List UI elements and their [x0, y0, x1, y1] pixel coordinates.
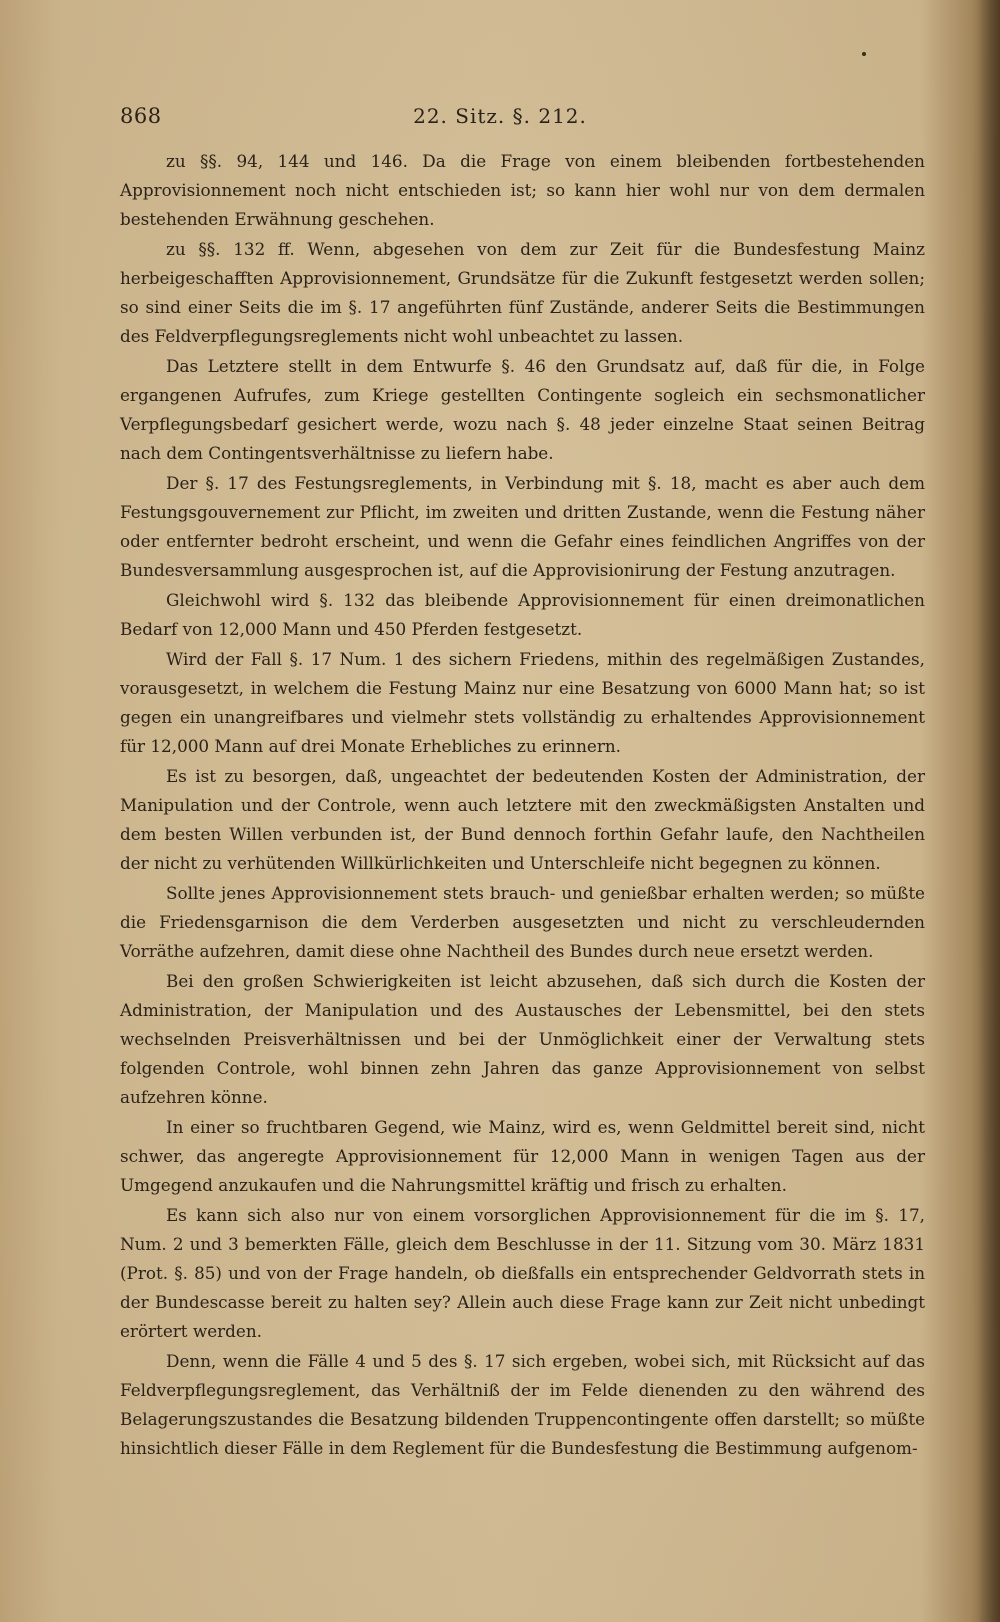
- paragraph: Denn, wenn die Fälle 4 und 5 des §. 17 sich ergeben, wobei sich, mit Rücksicht auf das Feldverpflegungsreglement, das Verhältniß der im Felde dienenden zu den während des Belagerungszustandes die Besatzung bildenden Truppencontingente offen darstellt; so müßte hinsichtlich dieser Fälle in dem Reglement für die Bundesfestung die Bestimmung aufgenom-: [120, 1351, 925, 1458]
- paragraph: Wird der Fall §. 17 Num. 1 des sichern Friedens, mithin des regelmäßigen Zustandes, vorausgesetzt, in welchem die Festung Mainz nur eine Besatzung von 6000 Mann hat; so ist gegen ein unangreifbares und vielmehr stets vollständig zu erhaltendes Approvisionnement für 12,000 Mann auf drei Monate Erhebliches zu erinnern.: [120, 649, 925, 756]
- paragraph: Der §. 17 des Festungsreglements, in Verbindung mit §. 18, macht es aber auch dem Festungsgouvernement zur Pflicht, im zweiten und dritten Zustande, wenn die Festung näher oder entfernter bedroht erscheint, und wenn die Gefahr eines feindlichen Angriffes von der Bundesversammlung ausgesprochen ist, auf die Approvisionirung der Festung anzutragen.: [120, 473, 925, 580]
- paragraph: Gleichwohl wird §. 132 das bleibende Approvisionnement für einen dreimonatlichen Bedarf von 12,000 Mann und 450 Pferden festgesetzt.: [120, 590, 925, 639]
- running-head: 22. Sitz. §. 212.: [413, 104, 587, 128]
- paragraph: Es ist zu besorgen, daß, ungeachtet der bedeutenden Kosten der Administration, der Manipulation und der Controle, wenn auch letztere mit den zweckmäßigsten Anstalten und dem besten Willen verbunden ist, der Bund dennoch forthin Gefahr laufe, den Nachtheilen der nicht zu verhütenden Willkürlichkeiten und Unterschleife nicht begegnen zu können.: [120, 766, 925, 873]
- paragraph: Bei den großen Schwierigkeiten ist leicht abzusehen, daß sich durch die Kosten der Administration, der Manipulation und des Austausches der Lebensmittel, bei den stets wechselnden Preisverhältnissen und bei der Unmöglichkeit einer der Verwaltung stets folgenden Controle, wohl binnen zehn Jahren das ganze Approvisionnement von selbst aufzehren könne.: [120, 971, 925, 1107]
- paragraph: In einer so fruchtbaren Gegend, wie Mainz, wird es, wenn Geldmittel bereit sind, nicht schwer, das angeregte Approvisionnement für 12,000 Mann in wenigen Tagen aus der Umgegend anzukaufen und die Nahrungsmittel kräftig und frisch zu erhalten.: [120, 1117, 925, 1195]
- paragraph: Sollte jenes Approvisionnement stets brauch- und genießbar erhalten werden; so müßte die Friedensgarnison die dem Verderben ausgesetzten und nicht zu verschleudernden Vorräthe aufzehren, damit diese ohne Nachtheil des Bundes durch neue ersetzt werden.: [120, 883, 925, 961]
- paragraph: Das Letztere stellt in dem Entwurfe §. 46 den Grundsatz auf, daß für die, in Folge ergangenen Aufrufes, zum Kriege gestellten Contingente sogleich ein sechsmonatlicher Verpflegungsbedarf gesichert werde, wozu nach §. 48 jeder einzelne Staat seinen Beitrag nach dem Contingentsverhältnisse zu liefern habe.: [120, 356, 925, 463]
- page-edge-shadow: [978, 0, 1000, 1622]
- body-text: [120, 147, 925, 1464]
- page-number: 868: [120, 104, 162, 128]
- page-header: [120, 104, 880, 134]
- paragraph: zu §§. 132 ff. Wenn, abgesehen von dem zur Zeit für die Bundesfestung Mainz herbeigeschafften Approvisionnement, Grundsätze für die Zukunft festgesetzt werden sollen; so sind einer Seits die im §. 17 angeführten fünf Zustände, anderer Seits die Bestimmungen des Feldverpflegungsreglements nicht wohl unbeachtet zu lassen.: [120, 239, 925, 346]
- ink-speck: [862, 52, 866, 56]
- paragraph: zu §§. 94, 144 und 146. Da die Frage von einem bleibenden fortbestehenden Approvisionnement noch nicht entschieden ist; so kann hier wohl nur von dem dermalen bestehenden Erwähnung geschehen.: [120, 151, 925, 229]
- paragraph: Es kann sich also nur von einem vorsorglichen Approvisionnement für die im §. 17, Num. 2 und 3 bemerkten Fälle, gleich dem Beschlusse in der 11. Sitzung vom 30. März 1831 (Prot. §. 85) und von der Frage handeln, ob dießfalls ein entsprechender Geldvorrath stets in der Bundescasse bereit zu halten sey? Allein auch diese Frage kann zur Zeit nicht unbedingt erörtert werden.: [120, 1205, 925, 1341]
